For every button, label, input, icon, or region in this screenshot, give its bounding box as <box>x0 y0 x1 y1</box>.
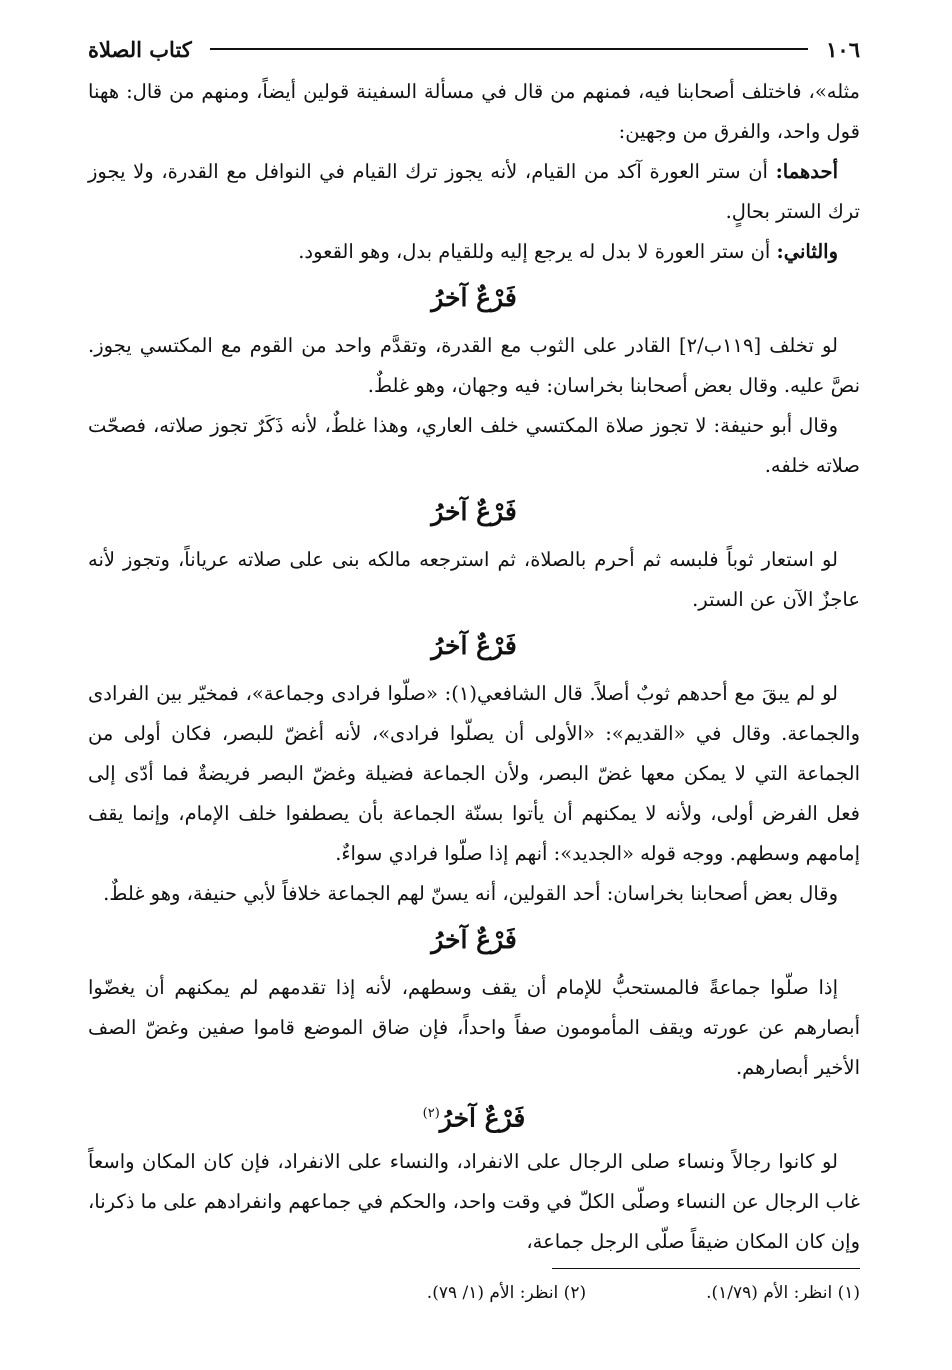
paragraph: وقال بعض أصحابنا بخراسان: أحد القولين، أنه يسنّ لهم الجماعة خلافاً لأبي حنيفة، وهو غلطٌ. <box>103 882 838 905</box>
paragraph-lead: والثاني: <box>776 240 838 263</box>
paragraph-lead: أحدهما: <box>775 160 838 183</box>
page-body <box>88 72 860 1262</box>
paragraph: لو كانوا رجالاً ونساء صلى الرجال على الانفراد، والنساء على الانفراد، فإن كان المكان واسعاً غاب الرجال عن النساء وصلّى الكلّ في وقت واحد، والحكم في جماعهم وانفرادهم على ما ذكرنا، وإن كان المكان ضيقاً صلّى الرجل جماعة، <box>88 1150 860 1253</box>
footnote-marker: (٢) <box>422 1106 440 1121</box>
paragraph: وقال أبو حنيفة: لا تجوز صلاة المكتسي خلف العاري، وهذا غلطٌ، لأنه ذَكَرٌ تجوز صلاته، فصحّت صلاته خلفه. <box>88 414 860 477</box>
section-heading: فَرْعٌ آخرُ <box>431 283 517 312</box>
footnote-separator <box>552 1268 860 1269</box>
section-heading: فَرْعٌ آخرُ <box>431 925 517 954</box>
paragraph: لو استعار ثوباً فلبسه ثم أحرم بالصلاة، ثم استرجعه مالكه بنى على صلاته عرياناً، وتجوز لأنه عاجزٌ الآن عن الستر. <box>88 548 860 611</box>
section-heading: فَرْعٌ آخرُ <box>431 631 517 660</box>
footnote: (١) انظر: الأم (١/٧٩). <box>706 1283 860 1303</box>
paragraph: والثاني: أن ستر العورة لا بدل له يرجع إليه وللقيام بدل، وهو القعود. <box>298 240 838 263</box>
paragraph: إذا صلّوا جماعةً فالمستحبُّ للإمام أن يقف وسطهم، لأنه إذا تقدمهم لم يمكنهم أن يغضّوا أبصارهم عن عورته ويقف المأمومون صفاً واحداً، فإن ضاق الموضع قاموا صفين وغضّ الصف الأخير أبصارهم. <box>88 976 860 1079</box>
paragraph: أحدهما: أن ستر العورة آكد من القيام، لأنه يجوز ترك القيام في النوافل مع القدرة، ولا يجوز ترك الستر بحالٍ. <box>88 160 860 223</box>
paragraph: لو لم يبقَ مع أحدهم ثوبٌ أصلاً. قال الشافعي(١): «صلّوا فرادى وجماعة»، فمخيّر بين الفرادى والجماعة. وقال في «القديم»: «الأولى أن يصلّوا فرادى»، لأنه أغضّ للبصر، فكان أولى من الجماعة التي لا يمكن معها غضّ البصر، ولأن الجماعة فضيلة وغضّ البصر فريضةٌ فما أدّى إلى فعل الفرض أولى، ولأنه لا يمكنهم أن يأتوا بسنّة الجماعة بأن يصطفوا خلف الإمام، وإنما يقف إمامهم وسطهم. ووجه قوله «الجديد»: أنهم إذا صلّوا فرادي سواءٌ. <box>88 682 860 865</box>
paragraph: لو تخلف [١١٩ب/٢] القادر على الثوب مع القدرة، وتقدَّم واحد من القوم مع المكتسي يجوز. نصَّ عليه. وقال بعض أصحابنا بخراسان: فيه وجهان، وهو غلطٌ. <box>88 334 860 397</box>
running-title: كتاب الصلاة <box>88 36 192 62</box>
header-rule <box>210 48 808 50</box>
footnote: (٢) انظر: الأم (١/ ٧٩). <box>426 1283 587 1303</box>
paragraph: مثله»، فاختلف أصحابنا فيه، فمنهم من قال في مسألة السفينة قولين أيضاً، ومنهم من قال: ههنا قول واحد، والفرق من وجهين: <box>88 80 860 143</box>
page-header <box>88 32 860 66</box>
section-heading: فَرْعٌ آخرُ <box>431 497 517 526</box>
section-heading: فَرْعٌ آخرُ$^{(٢)}$ <box>422 1103 526 1133</box>
page-number: ١٠٦ <box>826 36 860 62</box>
footnotes <box>88 1278 860 1308</box>
